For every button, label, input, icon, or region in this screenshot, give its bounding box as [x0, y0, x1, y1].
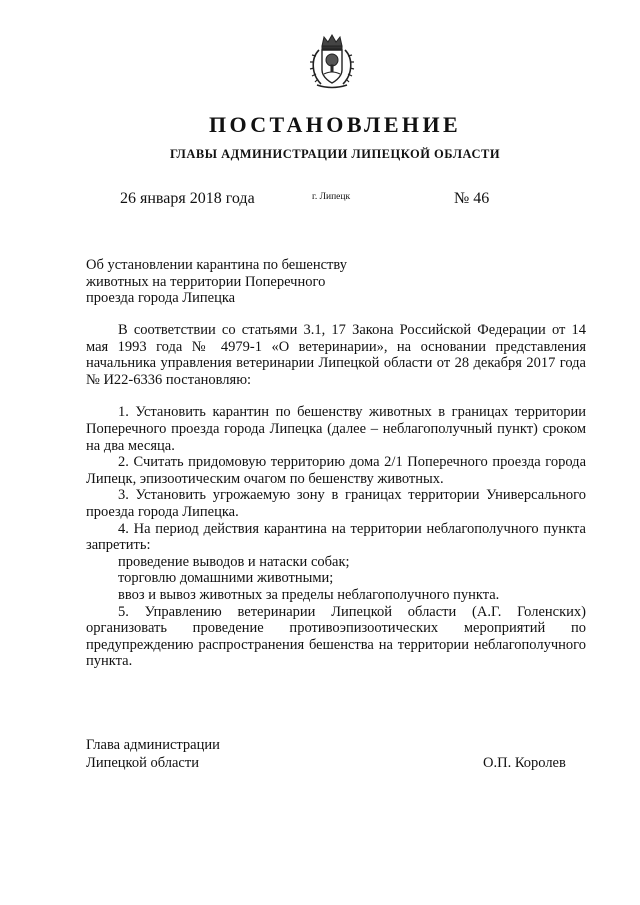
document-subject: [86, 257, 376, 307]
preamble-paragraph: В соответствии со статьями 3.1, 17 Закона Российской Федерации от 14 мая 1993 года № 4979-1 «О ветеринарии», на основании представления начальника управления ветеринарии Липецкой области от 28 декабря 2017 года № И22-6336 постановляю:: [86, 322, 586, 388]
item-4a-paragraph: проведение выводов и натаски собак;: [118, 553, 350, 570]
item-5-paragraph: 5. Управлению ветеринарии Липецкой области (А.Г. Голенских) организовать проведение противоэпизоотических мероприятий по предупреждению распространения бешенства на территории неблагополучного пункта.: [86, 603, 586, 670]
signature-name: О.П. Королев: [483, 755, 566, 771]
document-title: ПОСТАНОВЛЕНИЕ: [208, 112, 462, 137]
subject-line: Об установлении карантина по бешенству: [86, 257, 347, 273]
document-number: № 46: [454, 190, 490, 207]
signature-position: [86, 737, 220, 772]
item-1-paragraph: 1. Установить карантин по бешенству животных в границах территории Поперечного проезда города Липецка (далее – неблагополучный пункт) сроком на два месяца.: [86, 404, 586, 454]
document-date: 26 января 2018 года: [120, 190, 255, 207]
item-2-paragraph: 2. Считать придомовую территорию дома 2/1 Поперечного проезда города Липецк, эпизоотическим очагом по бешенству животных.: [86, 454, 586, 487]
item-4-paragraph: 4. На период действия карантина на территории неблагополучного пункта запретить:: [86, 520, 586, 554]
subject-line: животных на территории Поперечного: [86, 273, 326, 290]
document-body: [86, 322, 586, 670]
item-3-paragraph: 3. Установить угрожаемую зону в границах территории Универсального проезда города Липецка.: [86, 487, 586, 520]
document-subtitle: ГЛАВЫ АДМИНИСТРАЦИИ ЛИПЕЦКОЙ ОБЛАСТИ: [169, 147, 501, 161]
signature-position-line: Глава администрации: [86, 737, 220, 753]
subject-line: проезда города Липецка: [86, 290, 236, 306]
document-city: г. Липецк: [312, 192, 351, 202]
item-4b-paragraph: торговлю домашними животными;: [118, 570, 334, 587]
coat-of-arms-icon: [307, 32, 357, 92]
signature-position-line: Липецкой области: [86, 754, 199, 771]
item-4c-paragraph: ввоз и вывоз животных за пределы неблагополучного пункта.: [118, 586, 500, 603]
